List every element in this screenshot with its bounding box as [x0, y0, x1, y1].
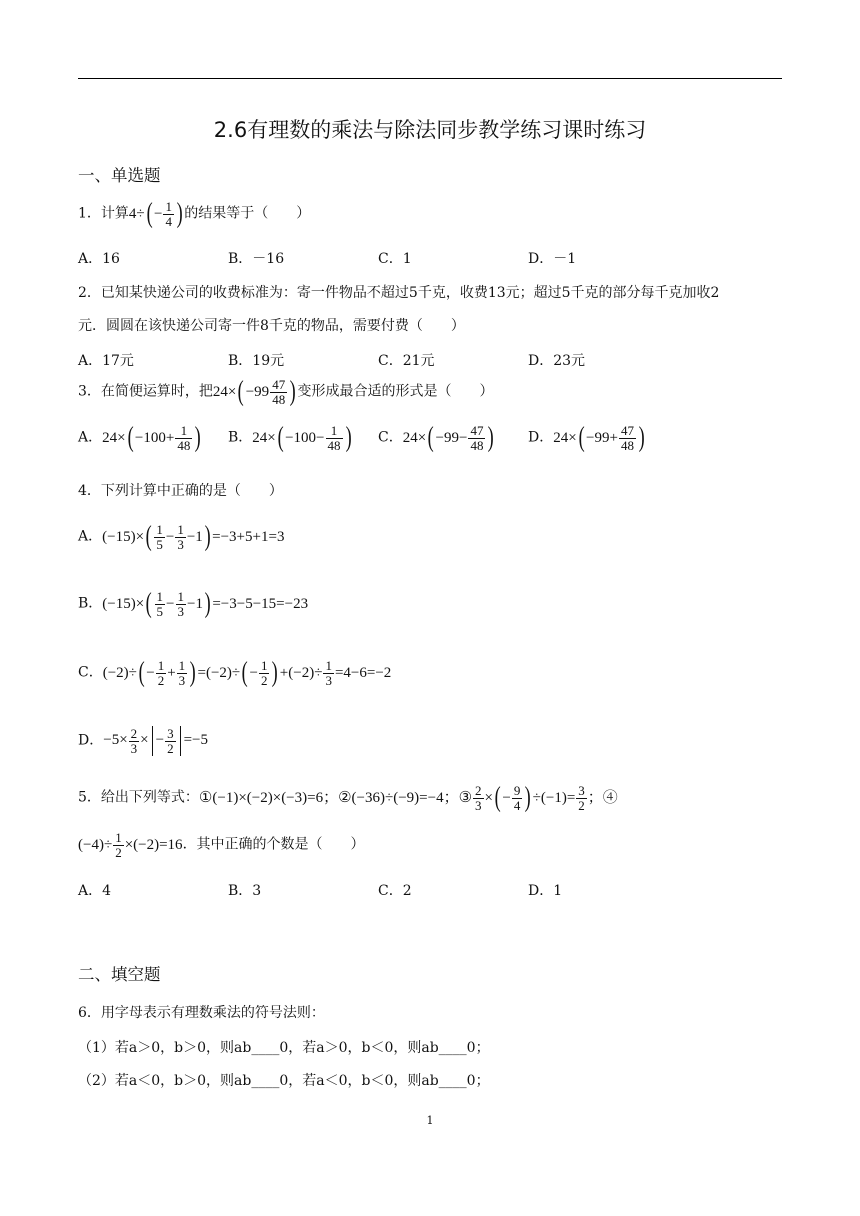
question-5-option-b[interactable]: B．3: [228, 883, 262, 899]
question-2-line-1: 2．已知某快递公司的收费标准为：寄一件物品不超过5千克，收费13元；超过5千克的部分每千克加收2: [78, 285, 720, 301]
section-heading-single-choice: 一、单选题: [78, 166, 161, 185]
question-5-line-1: [78, 784, 618, 812]
question-3-option-a[interactable]: A．24×( −100+ $\frac{1}{48}$ ): [78, 422, 202, 454]
question-6-stem: 6．用字母表示有理数乘法的符号法则：: [78, 1005, 325, 1021]
question-1: [78, 200, 310, 228]
question-2-option-a[interactable]: A．17元: [78, 353, 134, 369]
question-4-option-b-label: B．: [78, 595, 103, 612]
question-1-suffix: 的结果等于（ ）: [184, 205, 311, 222]
page-number: 1: [426, 1114, 434, 1127]
question-2-line-2: 元．圆圆在该快递公司寄一件8千克的物品，需要付费（ ）: [78, 318, 465, 334]
question-4-option-c-label: C．: [78, 664, 103, 681]
question-3-option-c-label: C．: [378, 429, 403, 446]
question-5-equations: ①(−1)×(−2)×(−3)=6；②(−36)÷(−9)=−4；③ $\frac{2}{3}$ ×( − $\frac{9}{4}$ ) ÷(−1)= $\frac{3}{2}$ ；④: [198, 782, 618, 814]
question-3-prefix: 3．在简便运算时，把: [78, 383, 213, 400]
question-1-expression: 4÷( − $\frac{1}{4}$ ): [128, 198, 183, 230]
question-1-option-c[interactable]: C．1: [378, 251, 412, 267]
question-4-option-b[interactable]: B．(−15)×( $\frac{1}{5}$ − $\frac{1}{3}$ −1) =−3−5−15=−23: [78, 588, 309, 620]
question-6-part-1: （1）若a＞0，b＞0，则ab____0，若a＞0，b＜0，则ab____0；: [78, 1040, 490, 1056]
question-4-option-a-label: A．: [78, 528, 103, 545]
question-4-option-d-label: D．: [78, 732, 104, 749]
question-2-option-c[interactable]: C．21元: [378, 353, 435, 369]
question-5-option-a[interactable]: A．4: [78, 883, 112, 899]
question-4-stem: 4．下列计算中正确的是（ ）: [78, 483, 283, 499]
question-5-equation-4: (−4)÷ $\frac{1}{2}$ ×(−2)=16: [78, 830, 183, 860]
section-heading-fill-in: 二、填空题: [78, 965, 161, 984]
question-3-suffix: 变形成最合适的形式是（ ）: [297, 383, 494, 400]
question-1-option-a[interactable]: A．16: [78, 251, 120, 267]
question-1-option-b[interactable]: B．－16: [228, 251, 285, 267]
question-4-option-d[interactable]: D．−5× $\frac{2}{3}$ × − $\frac{3}{2}$ =−5: [78, 725, 209, 756]
question-1-option-d[interactable]: D．－1: [528, 251, 577, 267]
question-3-option-c[interactable]: C．24×( −99− $\frac{47}{48}$ ): [378, 422, 495, 454]
question-3-option-d-label: D．: [528, 429, 554, 446]
question-5-line-2: [78, 831, 365, 859]
question-3-option-b-label: B．: [228, 429, 253, 446]
question-3-expression: 24×( −99 $\frac{47}{48}$ ): [212, 376, 296, 408]
question-5-prefix: 5．给出下列等式：: [78, 789, 199, 806]
question-6-part-2: （2）若a＜0，b＞0，则ab____0，若a＜0，b＜0，则ab____0；: [78, 1073, 490, 1089]
question-3-option-b[interactable]: B．24×( −100− $\frac{1}{48}$ ): [228, 422, 352, 454]
question-2-option-d[interactable]: D．23元: [528, 353, 586, 369]
question-3-option-a-label: A．: [78, 429, 103, 446]
question-5-suffix: ．其中正确的个数是（ ）: [182, 836, 365, 853]
question-4-option-a[interactable]: A．(−15)×( $\frac{1}{5}$ − $\frac{1}{3}$ −1) =−3+5+1=3: [78, 521, 285, 553]
question-1-prefix: 1．计算: [78, 205, 129, 222]
question-2-option-b[interactable]: B．19元: [228, 353, 285, 369]
question-3-option-d[interactable]: D．24×( −99+ $\frac{47}{48}$ ): [528, 422, 645, 454]
question-4-option-c[interactable]: C．(−2)÷( − $\frac{1}{2}$ + $\frac{1}{3}$ ) =(−2)÷( − $\frac{1}{2}$ ) +(−2)÷ $\frac{1}{3}$ =4−6=−2: [78, 657, 392, 689]
question-5-option-c[interactable]: C．2: [378, 883, 412, 899]
question-3: [78, 378, 494, 406]
page-title: 2.6有理数的乘法与除法同步教学练习课时练习: [213, 118, 647, 142]
header-rule: [78, 78, 782, 79]
question-5-option-d[interactable]: D．1: [528, 883, 563, 899]
